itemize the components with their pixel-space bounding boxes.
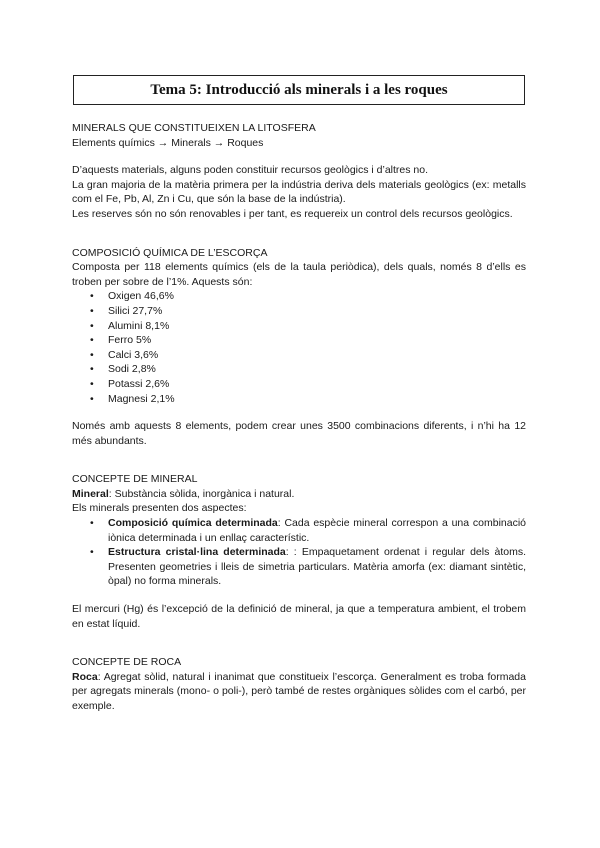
rock-term: Roca: [72, 670, 98, 683]
list-item: • Ferro 5%: [72, 333, 526, 348]
section-heading-roca: CONCEPTE DE ROCA: [72, 656, 182, 669]
paragraph-reserves: Les reserves són no són renovables i per tant, es requereix un control dels recursos geològics.: [72, 207, 513, 220]
paragraph-combinations: Només amb aquests 8 elements, podem crear unes 3500 combinacions diferents, i n’hi ha 12 més abundants.: [72, 420, 526, 447]
list-item: [72, 516, 526, 545]
list-item: [72, 545, 526, 589]
aspects-intro: Els minerals presenten dos aspectes:: [72, 502, 247, 515]
element-list: [72, 289, 526, 406]
paragraph-raw-materials: La gran majoria de la matèria primera per la indústria deriva dels materials geològics (ex: metalls com el Fe, Pb, Al, Zn i Cu, que són la base de la indústria).: [72, 178, 526, 206]
paragraph-resources: D’aquests materials, alguns poden constituir recursos geològics i d’altres no.: [72, 164, 429, 177]
mineral-definition: [72, 487, 526, 502]
mineral-definition-text: : Substància sòlida, inorgànica i natural.: [108, 487, 295, 500]
rock-definition: [72, 670, 526, 714]
page-title: Tema 5: Introducció als minerals i a les roques: [150, 81, 448, 98]
rock-definition-text: : Agregat sòlid, natural i inanimat que constitueix l’escorça. Generalment es troba formada per agregats minerals (mono- o poli-), però també de restes orgàniques sòlides com el carbó, per exemple.: [72, 670, 526, 712]
list-item: • Magnesi 2,1%: [72, 392, 526, 407]
list-item: • Sodi 2,8%: [72, 362, 526, 377]
section-heading-minerals-litosfera: MINERALS QUE CONSTITUEIXEN LA LITOSFERA: [72, 122, 316, 134]
list-item: • Potassi 2,6%: [72, 377, 526, 392]
paragraph-composition-intro: Composta per 118 elements químics (els de la taula periòdica), dels quals, només 8 d’ells es troben per sobre de l’1%. Aquests són:: [72, 261, 526, 288]
chain-text: Elements químics → Minerals → Roques: [72, 136, 264, 149]
title-box: [73, 75, 525, 105]
mineral-term: Mineral: [72, 487, 109, 500]
list-item: • Calci 3,6%: [72, 348, 526, 363]
aspects-list: [72, 516, 526, 589]
aspect-term: Composició química determinada: [108, 517, 278, 530]
list-item: • Oxigen 46,6%: [72, 289, 526, 304]
list-item: • Alumini 8,1%: [72, 319, 526, 334]
section-heading-composicio: COMPOSICIÓ QUÍMICA DE L’ESCORÇA: [72, 246, 268, 259]
paragraph-mercury: El mercuri (Hg) és l’excepció de la definició de mineral, ja que a temperatura ambient, el trobem en estat líquid.: [72, 603, 526, 630]
document-body: [72, 121, 526, 714]
aspect-text: : : Empaquetament ordenat i regular dels àtoms. Presenten geometries i lleis de simetria particulars. Matèria amorfa (ex: diamant sintètic, òpal) no forma minerals.: [108, 546, 526, 588]
section-heading-mineral: CONCEPTE DE MINERAL: [72, 473, 198, 486]
list-item: • Silici 27,7%: [72, 304, 526, 319]
aspect-term: Estructura cristal·lina determinada: [108, 546, 286, 559]
aspect-text: : Cada espècie mineral correspon a una combinació iònica determinada i un enllaç característic.: [108, 517, 526, 544]
